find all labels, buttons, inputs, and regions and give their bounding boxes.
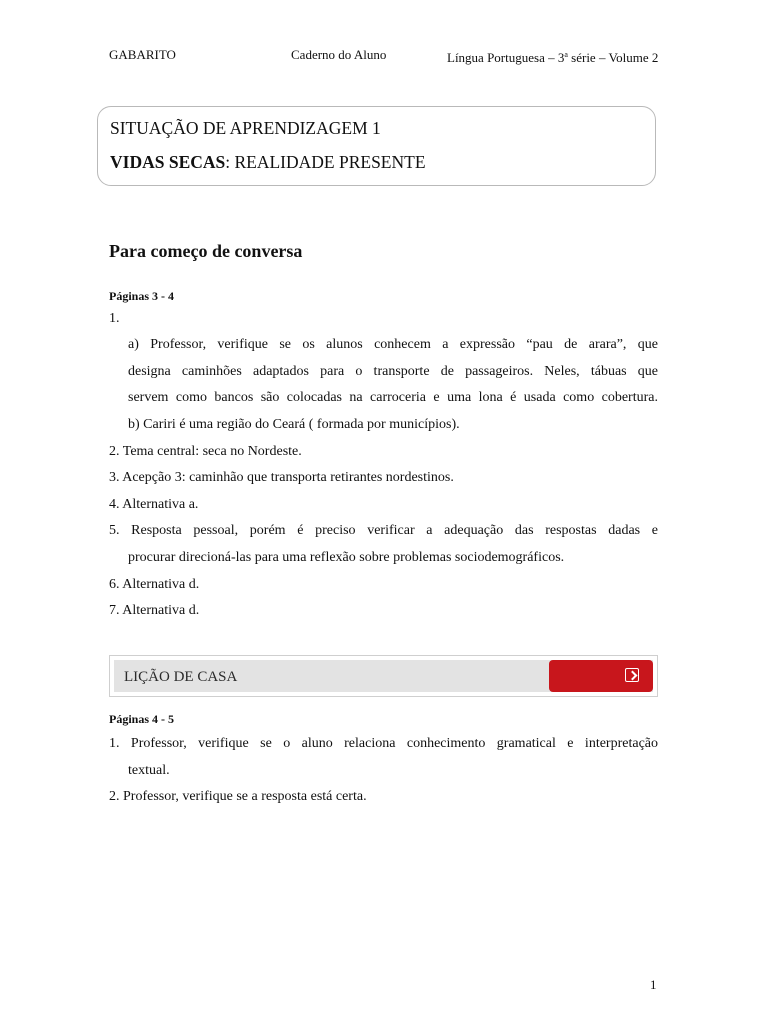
answer-3: 3. Acepção 3: caminhão que transporta retirantes nordestinos. bbox=[109, 470, 454, 485]
title-box bbox=[97, 106, 656, 186]
subtitle-bold: VIDAS SECAS bbox=[110, 152, 226, 172]
answer-7: 7. Alternativa d. bbox=[109, 603, 200, 618]
header-right-pre: Língua Portuguesa – 3 bbox=[447, 50, 565, 65]
header-right bbox=[447, 46, 658, 67]
situation-title: SITUAÇÃO DE APRENDIZAGEM 1 bbox=[110, 118, 381, 138]
header-right-post: série – Volume 2 bbox=[567, 50, 659, 65]
homework-banner-button[interactable] bbox=[549, 660, 653, 692]
answer-5-line2: procurar direcioná-las para uma reflexão sobre problemas sociodemográficos. bbox=[128, 550, 565, 565]
homework-answer-1-line1: 1. Professor, verifique se o aluno relaciona conhecimento gramatical e interpretação bbox=[109, 736, 658, 751]
answer-1a-line3: servem como bancos são colocadas na carroceria e uma lona é usada como cobertura. bbox=[128, 390, 658, 405]
homework-answer-1-line2: textual. bbox=[128, 763, 170, 778]
situation-subtitle bbox=[110, 151, 426, 173]
answer-1a-line2: designa caminhões adaptados para o transporte de passageiros. Neles, tábuas que bbox=[128, 364, 658, 379]
homework-pages-label: Páginas 4 - 5 bbox=[109, 712, 175, 726]
header-center: Caderno do Aluno bbox=[291, 47, 387, 62]
answer-6: 6. Alternativa d. bbox=[109, 577, 200, 592]
homework-banner-label: LIÇÃO DE CASA bbox=[124, 669, 238, 685]
section-heading: Para começo de conversa bbox=[109, 241, 303, 261]
answer-4: 4. Alternativa a. bbox=[109, 497, 199, 512]
answer-2: 2. Tema central: seca no Nordeste. bbox=[109, 444, 302, 459]
answer-1b: b) Cariri é uma região do Ceará ( formada por municípios). bbox=[128, 417, 460, 432]
answer-1: 1. bbox=[109, 311, 120, 326]
header-right-sup: a bbox=[564, 50, 568, 59]
subtitle-rest: : REALIDADE PRESENTE bbox=[225, 152, 426, 172]
chevron-right-icon bbox=[625, 668, 639, 682]
homework-answer-2: 2. Professor, verifique se a resposta está certa. bbox=[109, 789, 367, 804]
answer-1a-line1: a) Professor, verifique se os alunos conhecem a expressão “pau de arara”, que bbox=[128, 337, 658, 352]
pages-label: Páginas 3 - 4 bbox=[109, 289, 175, 303]
header-left: GABARITO bbox=[109, 47, 176, 62]
homework-banner-bar bbox=[114, 660, 653, 692]
homework-banner bbox=[109, 655, 658, 697]
page-number: 1 bbox=[650, 977, 657, 992]
answer-5-line1: 5. Resposta pessoal, porém é preciso verificar a adequação das respostas dadas e bbox=[109, 523, 658, 538]
